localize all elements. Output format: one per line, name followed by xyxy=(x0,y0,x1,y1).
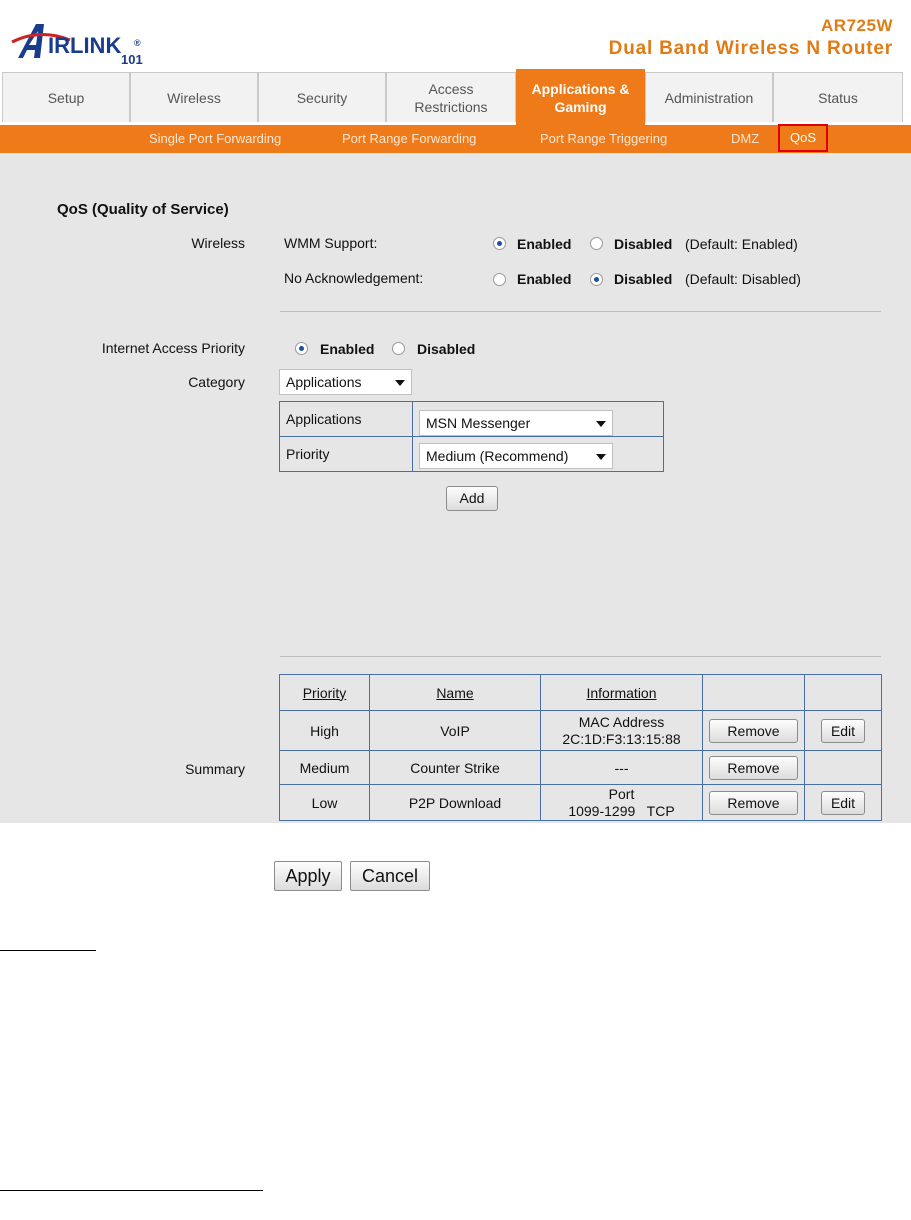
priority-label: Priority xyxy=(280,437,413,472)
subnav-dmz[interactable]: DMZ xyxy=(731,131,760,146)
row-name: Counter Strike xyxy=(370,751,541,785)
edit-button[interactable]: Edit xyxy=(821,791,865,815)
header-information: Information xyxy=(541,675,703,711)
applications-select-box xyxy=(419,410,613,436)
wmm-disabled-radio[interactable] xyxy=(590,237,603,250)
footer-rule xyxy=(0,1190,263,1191)
footer-rule xyxy=(0,950,96,951)
section-title: QoS (Quality of Service) xyxy=(57,201,229,218)
subnav-port-range-forwarding[interactable]: Port Range Forwarding xyxy=(342,131,477,146)
row-name: P2P Download xyxy=(370,785,541,821)
edit-button[interactable]: Edit xyxy=(821,719,865,743)
airlink-logo xyxy=(10,18,170,64)
empty-edit-cell xyxy=(805,751,882,785)
priority-select[interactable] xyxy=(419,441,613,467)
application-priority-table xyxy=(279,401,664,472)
subnav-single-port-forwarding[interactable]: Single Port Forwarding xyxy=(149,131,282,146)
row-information: MAC Address 2C:1D:F3:13:15:88 xyxy=(541,711,703,751)
iap-disabled-radio[interactable] xyxy=(392,342,405,355)
wmm-support-label: WMM Support: xyxy=(284,235,378,251)
category-select-value: Applications xyxy=(286,374,362,390)
tab-access-restrictions[interactable]: Access Restrictions xyxy=(386,72,516,122)
table-row xyxy=(280,751,882,785)
remove-button[interactable]: Remove xyxy=(709,756,798,780)
category-select[interactable] xyxy=(279,369,412,395)
remove-button[interactable]: Remove xyxy=(709,719,798,743)
tab-applications-gaming[interactable]: Applications & Gaming xyxy=(516,69,645,125)
apply-button[interactable]: Apply xyxy=(274,861,342,891)
category-label: Category xyxy=(188,374,245,390)
row-information: --- xyxy=(541,751,703,785)
priority-select-box xyxy=(419,443,613,469)
row-priority: Medium xyxy=(280,751,370,785)
ack-default-note: (Default: Disabled) xyxy=(685,271,801,287)
no-ack-label: No Acknowledgement: xyxy=(284,270,424,286)
applications-select-value: MSN Messenger xyxy=(426,415,531,431)
tab-wireless[interactable]: Wireless xyxy=(130,72,258,122)
row-name: VoIP xyxy=(370,711,541,751)
add-button[interactable]: Add xyxy=(446,486,498,511)
chevron-down-icon xyxy=(395,380,405,386)
row-priority: Low xyxy=(280,785,370,821)
svg-text:IRLINK: IRLINK xyxy=(48,33,122,58)
tab-setup[interactable]: Setup xyxy=(2,72,130,122)
ack-disabled-radio[interactable] xyxy=(590,273,603,286)
iap-enabled-label: Enabled xyxy=(320,341,375,357)
tab-security[interactable]: Security xyxy=(258,72,386,122)
cancel-button[interactable]: Cancel xyxy=(350,861,430,891)
applications-select[interactable] xyxy=(419,406,613,432)
svg-text:101: 101 xyxy=(121,52,143,64)
table-row xyxy=(280,711,882,751)
wmm-disabled-label: Disabled xyxy=(614,236,673,252)
row-information: Port 1099-1299 TCP xyxy=(541,785,703,821)
tab-administration[interactable]: Administration xyxy=(645,72,773,122)
svg-text:®: ® xyxy=(134,38,141,48)
subnav-bar xyxy=(0,125,911,153)
applications-label: Applications xyxy=(280,402,413,437)
subnav-port-range-triggering[interactable]: Port Range Triggering xyxy=(540,131,668,146)
summary-table xyxy=(279,674,882,821)
table-row xyxy=(280,785,882,821)
wmm-enabled-radio[interactable] xyxy=(493,237,506,250)
wireless-label: Wireless xyxy=(191,235,245,251)
wmm-enabled-label: Enabled xyxy=(517,236,572,252)
row-priority: High xyxy=(280,711,370,751)
product-subtitle: Dual Band Wireless N Router xyxy=(608,38,893,59)
header-remove-col xyxy=(703,675,805,711)
wmm-default-note: (Default: Enabled) xyxy=(685,236,798,252)
chevron-down-icon xyxy=(596,421,606,427)
header-priority: Priority xyxy=(280,675,370,711)
tab-status[interactable]: Status xyxy=(773,72,903,122)
chevron-down-icon xyxy=(596,454,606,460)
subnav-qos[interactable]: QoS xyxy=(778,124,828,152)
header-edit-col xyxy=(805,675,882,711)
model-number: AR725W xyxy=(821,16,893,35)
internet-access-priority-label: Internet Access Priority xyxy=(101,340,245,356)
iap-disabled-label: Disabled xyxy=(417,341,476,357)
summary-label: Summary xyxy=(185,761,245,777)
ack-disabled-label: Disabled xyxy=(614,271,673,287)
ack-enabled-radio[interactable] xyxy=(493,273,506,286)
priority-select-value: Medium (Recommend) xyxy=(426,448,569,464)
divider xyxy=(280,311,881,312)
iap-enabled-radio[interactable] xyxy=(295,342,308,355)
ack-enabled-label: Enabled xyxy=(517,271,572,287)
divider xyxy=(280,656,881,657)
remove-button[interactable]: Remove xyxy=(709,791,798,815)
header-name: Name xyxy=(370,675,541,711)
